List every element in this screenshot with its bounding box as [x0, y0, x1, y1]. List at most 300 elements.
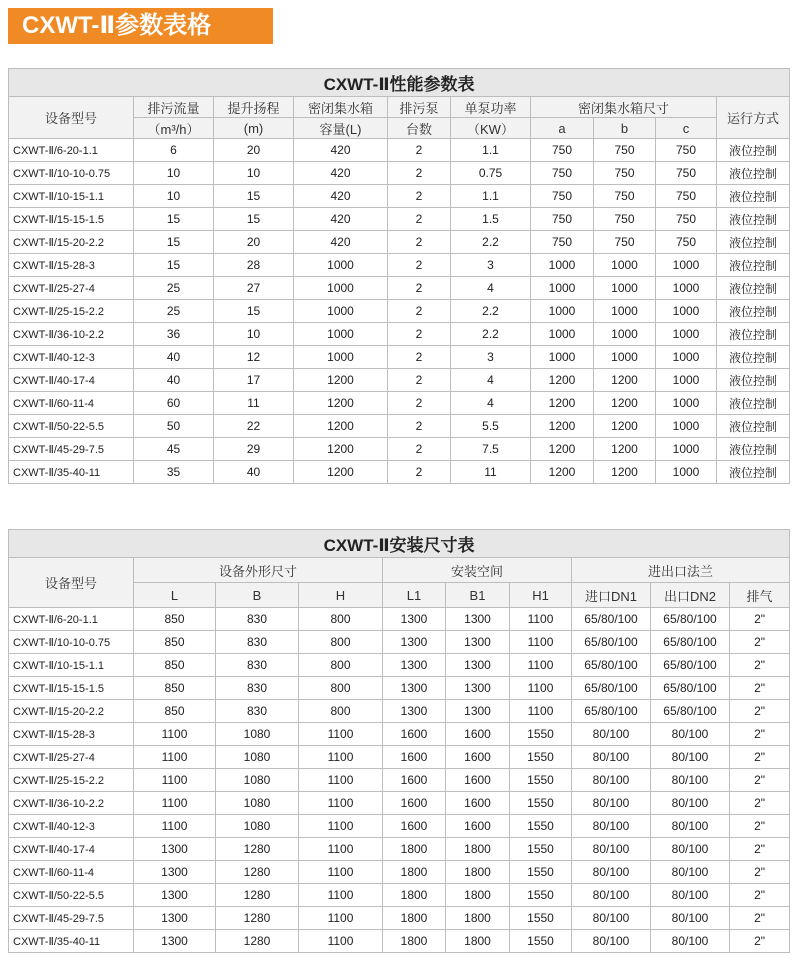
table-cell: 1100 — [510, 677, 572, 700]
model-cell: CXWT-Ⅱ/36-10-2.2 — [9, 323, 134, 346]
table-cell: 2 — [388, 415, 451, 438]
table-cell: 80/100 — [651, 723, 730, 746]
table-cell: 1000 — [656, 277, 717, 300]
table-cell: 7.5 — [451, 438, 531, 461]
table-cell: 1550 — [510, 884, 572, 907]
table-cell: 1300 — [134, 930, 216, 953]
model-cell: CXWT-Ⅱ/25-15-2.2 — [9, 300, 134, 323]
header-size-b: b — [594, 118, 656, 139]
table-row — [9, 608, 790, 631]
table-cell: 2" — [730, 884, 790, 907]
model-cell: CXWT-Ⅱ/40-12-3 — [9, 346, 134, 369]
table-cell: 1300 — [446, 654, 510, 677]
model-cell: CXWT-Ⅱ/6-20-1.1 — [9, 608, 134, 631]
table-cell: 420 — [294, 139, 388, 162]
header-head: 提升扬程 — [214, 97, 294, 118]
table-cell: 1.1 — [451, 139, 531, 162]
table-cell: 40 — [214, 461, 294, 484]
table-cell: 液位控制 — [717, 438, 790, 461]
table-cell: 1000 — [656, 461, 717, 484]
table-cell: 750 — [531, 208, 594, 231]
table-cell: 850 — [134, 631, 216, 654]
table-cell: 1.5 — [451, 208, 531, 231]
table-cell: 1600 — [446, 769, 510, 792]
table-cell: 1200 — [594, 392, 656, 415]
table-cell: 15 — [214, 300, 294, 323]
model-cell: CXWT-Ⅱ/25-27-4 — [9, 277, 134, 300]
table-cell: 1100 — [299, 746, 383, 769]
table-cell: 65/80/100 — [651, 700, 730, 723]
table-cell: 40 — [134, 369, 214, 392]
table-cell: 1000 — [531, 323, 594, 346]
model-cell: CXWT-Ⅱ/15-15-1.5 — [9, 677, 134, 700]
table-cell: 1100 — [299, 907, 383, 930]
table-cell: 1800 — [383, 930, 446, 953]
table-cell: 22 — [214, 415, 294, 438]
installation-table-body — [9, 608, 790, 953]
header-H: H — [299, 583, 383, 608]
table-cell: 20 — [214, 231, 294, 254]
table-cell: 1550 — [510, 769, 572, 792]
model-cell: CXWT-Ⅱ/35-40-11 — [9, 461, 134, 484]
table-cell: 1100 — [299, 723, 383, 746]
table-cell: 10 — [134, 162, 214, 185]
table-row — [9, 723, 790, 746]
table-cell: 1000 — [594, 277, 656, 300]
model-cell: CXWT-Ⅱ/10-15-1.1 — [9, 185, 134, 208]
table-cell: 25 — [134, 300, 214, 323]
table-cell: 液位控制 — [717, 208, 790, 231]
table-cell: 750 — [531, 162, 594, 185]
table-cell: 1200 — [594, 438, 656, 461]
table-cell: 750 — [656, 185, 717, 208]
table-cell: 2" — [730, 631, 790, 654]
table-cell: 2" — [730, 792, 790, 815]
table-cell: 80/100 — [651, 907, 730, 930]
table-cell: 750 — [594, 139, 656, 162]
table-cell: 1300 — [446, 631, 510, 654]
table-cell: 10 — [214, 162, 294, 185]
table-cell: 1100 — [299, 838, 383, 861]
table-cell: 6 — [134, 139, 214, 162]
table-cell: 750 — [531, 139, 594, 162]
table-cell: 1200 — [594, 369, 656, 392]
table-cell: 80/100 — [651, 815, 730, 838]
table-cell: 2" — [730, 838, 790, 861]
table-cell: 1200 — [294, 461, 388, 484]
table-cell: 1800 — [446, 838, 510, 861]
table-cell: 65/80/100 — [572, 608, 651, 631]
table-cell: 2" — [730, 677, 790, 700]
table-cell: 1100 — [299, 930, 383, 953]
table-cell: 1000 — [531, 346, 594, 369]
table-row — [9, 700, 790, 723]
table-cell: 28 — [214, 254, 294, 277]
table-cell: 65/80/100 — [651, 677, 730, 700]
table-cell: 液位控制 — [717, 369, 790, 392]
table-cell: 1280 — [216, 838, 299, 861]
table-cell: 830 — [216, 631, 299, 654]
table-cell: 2.2 — [451, 300, 531, 323]
table-cell: 1200 — [594, 415, 656, 438]
model-cell: CXWT-Ⅱ/15-20-2.2 — [9, 700, 134, 723]
header-B: B — [216, 583, 299, 608]
table-cell: 1000 — [294, 300, 388, 323]
table-row — [9, 792, 790, 815]
table-cell: 1000 — [294, 346, 388, 369]
table-cell: 1000 — [656, 346, 717, 369]
table-cell: 29 — [214, 438, 294, 461]
table-row — [9, 139, 790, 162]
table-cell: 1000 — [656, 254, 717, 277]
table-cell: 1300 — [446, 700, 510, 723]
table-cell: 80/100 — [572, 861, 651, 884]
table-cell: 0.75 — [451, 162, 531, 185]
table-cell: 2.2 — [451, 323, 531, 346]
table-cell: 830 — [216, 608, 299, 631]
table-cell: 1300 — [134, 861, 216, 884]
model-cell: CXWT-Ⅱ/50-22-5.5 — [9, 884, 134, 907]
header-outer-size: 设备外形尺寸 — [134, 558, 383, 583]
installation-table-title: CXWT-Ⅱ安装尺寸表 — [9, 530, 790, 558]
table-cell: 1000 — [531, 277, 594, 300]
table-row — [9, 746, 790, 769]
table-cell: 1100 — [299, 792, 383, 815]
table-cell: 液位控制 — [717, 323, 790, 346]
table-cell: 液位控制 — [717, 392, 790, 415]
table-cell: 1100 — [134, 815, 216, 838]
table-cell: 2" — [730, 907, 790, 930]
table-cell: 11 — [451, 461, 531, 484]
table-cell: 1550 — [510, 746, 572, 769]
table-cell: 2 — [388, 392, 451, 415]
table-cell: 液位控制 — [717, 461, 790, 484]
table-cell: 10 — [214, 323, 294, 346]
table-cell: 80/100 — [651, 746, 730, 769]
performance-table-title: CXWT-Ⅱ性能参数表 — [9, 69, 790, 97]
table-cell: 2" — [730, 746, 790, 769]
table-cell: 80/100 — [572, 769, 651, 792]
table-cell: 80/100 — [572, 838, 651, 861]
table-cell: 750 — [656, 231, 717, 254]
table-cell: 1080 — [216, 769, 299, 792]
model-cell: CXWT-Ⅱ/6-20-1.1 — [9, 139, 134, 162]
table-cell: 2" — [730, 654, 790, 677]
table-cell: 1100 — [134, 746, 216, 769]
table-row — [9, 884, 790, 907]
table-row — [9, 654, 790, 677]
table-cell: 1600 — [446, 815, 510, 838]
table-cell: 1000 — [294, 254, 388, 277]
table-cell: 2" — [730, 815, 790, 838]
table-cell: 1000 — [531, 254, 594, 277]
table-cell: 420 — [294, 185, 388, 208]
table-cell: 1280 — [216, 907, 299, 930]
table-row — [9, 392, 790, 415]
table-cell: 80/100 — [651, 792, 730, 815]
table-cell: 1800 — [446, 884, 510, 907]
table-cell: 液位控制 — [717, 415, 790, 438]
header-power-unit: （KW） — [451, 118, 531, 139]
table-cell: 80/100 — [651, 861, 730, 884]
table-row — [9, 277, 790, 300]
table-cell: 1100 — [134, 723, 216, 746]
table-cell: 1300 — [134, 884, 216, 907]
table-cell: 60 — [134, 392, 214, 415]
page-banner-title: CXWT-Ⅱ参数表格 — [8, 8, 273, 44]
header-L: L — [134, 583, 216, 608]
table-cell: 液位控制 — [717, 300, 790, 323]
header-power: 单泵功率 — [451, 97, 531, 118]
table-cell: 1600 — [383, 746, 446, 769]
table-cell: 3 — [451, 346, 531, 369]
table-cell: 1600 — [383, 723, 446, 746]
table-cell: 12 — [214, 346, 294, 369]
table-cell: 1300 — [446, 608, 510, 631]
table-cell: 1000 — [594, 254, 656, 277]
table-cell: 2 — [388, 461, 451, 484]
table-cell: 420 — [294, 231, 388, 254]
table-cell: 80/100 — [651, 930, 730, 953]
table-row — [9, 323, 790, 346]
table-cell: 1100 — [134, 792, 216, 815]
table-row — [9, 208, 790, 231]
header-vent: 排气 — [730, 583, 790, 608]
table-cell: 1200 — [531, 438, 594, 461]
table-cell: 液位控制 — [717, 231, 790, 254]
table-cell: 36 — [134, 323, 214, 346]
table-cell: 65/80/100 — [572, 654, 651, 677]
model-cell: CXWT-Ⅱ/40-17-4 — [9, 838, 134, 861]
table-cell: 1200 — [531, 461, 594, 484]
model-cell: CXWT-Ⅱ/36-10-2.2 — [9, 792, 134, 815]
table-cell: 1.1 — [451, 185, 531, 208]
table-cell: 1200 — [294, 392, 388, 415]
table-cell: 15 — [214, 185, 294, 208]
table-cell: 1200 — [531, 392, 594, 415]
table-row — [9, 254, 790, 277]
header-size-c: c — [656, 118, 717, 139]
table-cell: 1000 — [656, 300, 717, 323]
table-cell: 27 — [214, 277, 294, 300]
table-row — [9, 907, 790, 930]
table-row — [9, 838, 790, 861]
table-cell: 1800 — [383, 907, 446, 930]
table-cell: 65/80/100 — [572, 631, 651, 654]
table-cell: 1300 — [383, 700, 446, 723]
table-cell: 800 — [299, 608, 383, 631]
performance-table-body — [9, 139, 790, 484]
table-cell: 液位控制 — [717, 346, 790, 369]
table-cell: 1300 — [383, 608, 446, 631]
model-cell: CXWT-Ⅱ/15-28-3 — [9, 723, 134, 746]
table-cell: 750 — [531, 185, 594, 208]
table-cell: 1100 — [510, 700, 572, 723]
table-cell: 1300 — [134, 907, 216, 930]
table-cell: 800 — [299, 677, 383, 700]
table-cell: 2" — [730, 769, 790, 792]
table-cell: 1000 — [656, 323, 717, 346]
table-cell: 2 — [388, 438, 451, 461]
table-cell: 4 — [451, 369, 531, 392]
table-cell: 800 — [299, 700, 383, 723]
table-cell: 65/80/100 — [572, 700, 651, 723]
table-cell: 80/100 — [572, 930, 651, 953]
header-model: 设备型号 — [9, 97, 134, 139]
table-cell: 1000 — [531, 300, 594, 323]
table-cell: 1800 — [446, 907, 510, 930]
table-cell: 1600 — [446, 746, 510, 769]
table-cell: 40 — [134, 346, 214, 369]
table-cell: 2 — [388, 346, 451, 369]
table-cell: 1100 — [299, 861, 383, 884]
header-volume: 密闭集水箱 — [294, 97, 388, 118]
model-cell: CXWT-Ⅱ/15-20-2.2 — [9, 231, 134, 254]
table-cell: 1280 — [216, 861, 299, 884]
table-cell: 1600 — [383, 792, 446, 815]
table-cell: 750 — [594, 162, 656, 185]
table-cell: 1200 — [531, 369, 594, 392]
table-cell: 1000 — [594, 323, 656, 346]
table-cell: 1080 — [216, 815, 299, 838]
table-row — [9, 231, 790, 254]
table-cell: 1600 — [383, 769, 446, 792]
table-cell: 420 — [294, 162, 388, 185]
header-outlet-dn2: 出口DN2 — [651, 583, 730, 608]
table-row — [9, 300, 790, 323]
table-cell: 1200 — [294, 438, 388, 461]
table-cell: 830 — [216, 700, 299, 723]
table-cell: 1200 — [294, 415, 388, 438]
table-cell: 80/100 — [572, 815, 651, 838]
header-size-a: a — [531, 118, 594, 139]
table-cell: 5.5 — [451, 415, 531, 438]
table-cell: 2" — [730, 608, 790, 631]
table-cell: 850 — [134, 700, 216, 723]
table-cell: 2" — [730, 723, 790, 746]
table-cell: 80/100 — [572, 792, 651, 815]
table-cell: 750 — [594, 231, 656, 254]
table-cell: 1000 — [656, 369, 717, 392]
table-cell: 80/100 — [651, 838, 730, 861]
table-cell: 液位控制 — [717, 185, 790, 208]
table-cell: 1550 — [510, 861, 572, 884]
table-cell: 850 — [134, 608, 216, 631]
header-flange: 进出口法兰 — [572, 558, 790, 583]
table-cell: 45 — [134, 438, 214, 461]
model-cell: CXWT-Ⅱ/25-15-2.2 — [9, 769, 134, 792]
table-cell: 1550 — [510, 838, 572, 861]
model-cell: CXWT-Ⅱ/35-40-11 — [9, 930, 134, 953]
table-cell: 15 — [134, 208, 214, 231]
table-cell: 2 — [388, 254, 451, 277]
performance-table — [8, 68, 790, 484]
table-cell: 1800 — [446, 861, 510, 884]
table-cell: 2 — [388, 277, 451, 300]
table-cell: 65/80/100 — [651, 631, 730, 654]
table-row — [9, 438, 790, 461]
table-row — [9, 415, 790, 438]
table-cell: 65/80/100 — [572, 677, 651, 700]
table-row — [9, 677, 790, 700]
header-volume-unit: 容量(L) — [294, 118, 388, 139]
model-cell: CXWT-Ⅱ/60-11-4 — [9, 392, 134, 415]
table-row — [9, 461, 790, 484]
header-B1: B1 — [446, 583, 510, 608]
model-cell: CXWT-Ⅱ/45-29-7.5 — [9, 438, 134, 461]
table-cell: 1000 — [294, 323, 388, 346]
model-cell: CXWT-Ⅱ/10-10-0.75 — [9, 162, 134, 185]
table-cell: 1000 — [656, 415, 717, 438]
table-cell: 850 — [134, 654, 216, 677]
table-cell: 1300 — [383, 677, 446, 700]
table-cell: 15 — [214, 208, 294, 231]
table-cell: 1000 — [656, 392, 717, 415]
table-cell: 1300 — [134, 838, 216, 861]
table-cell: 35 — [134, 461, 214, 484]
table-cell: 65/80/100 — [651, 654, 730, 677]
table-cell: 750 — [656, 139, 717, 162]
table-cell: 15 — [134, 254, 214, 277]
table-row — [9, 346, 790, 369]
table-cell: 1550 — [510, 815, 572, 838]
table-cell: 液位控制 — [717, 254, 790, 277]
table-cell: 80/100 — [651, 884, 730, 907]
table-cell: 420 — [294, 208, 388, 231]
table-cell: 4 — [451, 392, 531, 415]
table-cell: 1800 — [383, 861, 446, 884]
table-cell: 1080 — [216, 746, 299, 769]
table-cell: 17 — [214, 369, 294, 392]
table-cell: 1000 — [656, 438, 717, 461]
table-cell: 3 — [451, 254, 531, 277]
table-cell: 2" — [730, 700, 790, 723]
model-cell: CXWT-Ⅱ/10-15-1.1 — [9, 654, 134, 677]
table-cell: 80/100 — [572, 907, 651, 930]
model-cell: CXWT-Ⅱ/40-17-4 — [9, 369, 134, 392]
model-cell: CXWT-Ⅱ/15-28-3 — [9, 254, 134, 277]
table-cell: 1300 — [446, 677, 510, 700]
table-cell: 1100 — [299, 884, 383, 907]
table-cell: 750 — [594, 208, 656, 231]
header-install-space: 安装空间 — [383, 558, 572, 583]
table-cell: 2.2 — [451, 231, 531, 254]
table-cell: 80/100 — [572, 746, 651, 769]
table-row — [9, 815, 790, 838]
header-mode: 运行方式 — [717, 97, 790, 139]
table-row — [9, 769, 790, 792]
table-cell: 2 — [388, 323, 451, 346]
table-cell: 1100 — [510, 654, 572, 677]
table-cell: 830 — [216, 677, 299, 700]
table-cell: 1080 — [216, 723, 299, 746]
table-cell: 11 — [214, 392, 294, 415]
table-cell: 80/100 — [572, 884, 651, 907]
table-row — [9, 185, 790, 208]
table-cell: 1100 — [510, 608, 572, 631]
table-cell: 2 — [388, 162, 451, 185]
table-cell: 1200 — [594, 461, 656, 484]
table-cell: 2" — [730, 930, 790, 953]
header-head-unit: (m) — [214, 118, 294, 139]
header-pumps: 排污泵 — [388, 97, 451, 118]
table-cell: 10 — [134, 185, 214, 208]
header-pumps-count: 台数 — [388, 118, 451, 139]
table-cell: 1080 — [216, 792, 299, 815]
table-cell: 80/100 — [572, 723, 651, 746]
table-cell: 2 — [388, 208, 451, 231]
header-tank-size: 密闭集水箱尺寸 — [531, 97, 717, 118]
